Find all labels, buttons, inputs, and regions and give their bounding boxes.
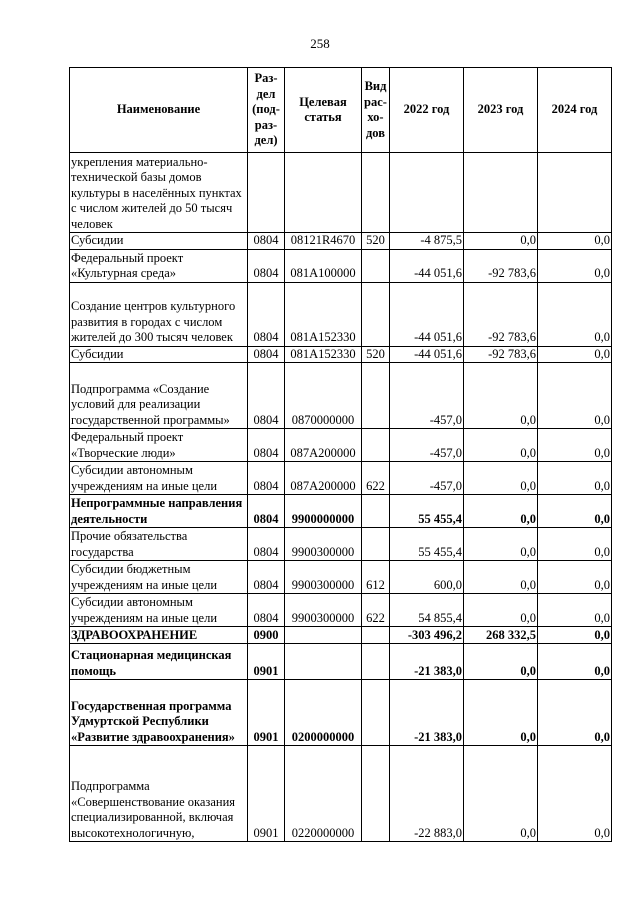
row-name: Подпрограмма «Совершенствование оказания специализированной, включая высокотехнологичную, xyxy=(70,746,248,842)
row-2024: 0,0 xyxy=(538,594,612,627)
row-target: 0200000000 xyxy=(285,680,362,746)
row-2022: 55 455,4 xyxy=(390,495,464,528)
row-section: 0804 xyxy=(248,233,285,250)
row-2023: -92 783,6 xyxy=(464,249,538,282)
row-2022 xyxy=(390,153,464,233)
page-number: 258 xyxy=(310,36,330,51)
row-target: 081A100000 xyxy=(285,249,362,282)
header-2023: 2023 год xyxy=(464,68,538,153)
header-name: Наименование xyxy=(70,68,248,153)
row-section: 0804 xyxy=(248,346,285,363)
row-2024: 0,0 xyxy=(538,462,612,495)
row-exp-type: 622 xyxy=(362,462,390,495)
row-name: Субсидии бюджетным учреждениям на иные цели xyxy=(70,561,248,594)
row-2023: 0,0 xyxy=(464,746,538,842)
row-exp-type: 520 xyxy=(362,346,390,363)
row-2024 xyxy=(538,153,612,233)
row-name: укрепления материально-технической базы домов культуры в населённых пунктах с числом жителей до 50 тысяч человек xyxy=(70,153,248,233)
row-target: 081A152330 xyxy=(285,346,362,363)
row-2024: 0,0 xyxy=(538,627,612,644)
row-section: 0804 xyxy=(248,282,285,346)
row-2023: 0,0 xyxy=(464,528,538,561)
row-section: 0804 xyxy=(248,429,285,462)
row-name: Субсидии xyxy=(70,346,248,363)
table-row xyxy=(70,746,612,842)
row-section: 0901 xyxy=(248,680,285,746)
row-exp-type xyxy=(362,528,390,561)
table-row xyxy=(70,462,612,495)
table-row xyxy=(70,495,612,528)
row-name: Непрограммные направления деятельности xyxy=(70,495,248,528)
row-section: 0804 xyxy=(248,249,285,282)
row-section: 0901 xyxy=(248,644,285,680)
row-2023: 268 332,5 xyxy=(464,627,538,644)
row-exp-type xyxy=(362,429,390,462)
row-exp-type: 622 xyxy=(362,594,390,627)
row-target: 9900300000 xyxy=(285,561,362,594)
row-exp-type xyxy=(362,680,390,746)
table-row xyxy=(70,363,612,429)
row-2022: -457,0 xyxy=(390,363,464,429)
row-target: 9900300000 xyxy=(285,528,362,561)
row-2022: -21 383,0 xyxy=(390,680,464,746)
row-2022: 55 455,4 xyxy=(390,528,464,561)
row-exp-type xyxy=(362,644,390,680)
table-row xyxy=(70,644,612,680)
row-2023: 0,0 xyxy=(464,680,538,746)
row-2023: 0,0 xyxy=(464,363,538,429)
row-name: Субсидии автономным учреждениям на иные цели xyxy=(70,462,248,495)
table-row xyxy=(70,561,612,594)
row-2023: 0,0 xyxy=(464,462,538,495)
row-2023: 0,0 xyxy=(464,594,538,627)
row-section: 0804 xyxy=(248,561,285,594)
row-target: 0220000000 xyxy=(285,746,362,842)
row-2022: -21 383,0 xyxy=(390,644,464,680)
row-2022: -457,0 xyxy=(390,429,464,462)
row-target xyxy=(285,644,362,680)
row-target: 087A200000 xyxy=(285,429,362,462)
row-section: 0804 xyxy=(248,495,285,528)
row-2023: -92 783,6 xyxy=(464,346,538,363)
row-target: 08121R4670 xyxy=(285,233,362,250)
row-target: 0870000000 xyxy=(285,363,362,429)
row-section: 0804 xyxy=(248,363,285,429)
row-section: 0900 xyxy=(248,627,285,644)
table-row xyxy=(70,282,612,346)
row-name: Государственная программа Удмуртской Республики «Развитие здравоохранения» xyxy=(70,680,248,746)
row-2023 xyxy=(464,153,538,233)
row-target: 9900300000 xyxy=(285,594,362,627)
row-2024: 0,0 xyxy=(538,528,612,561)
row-name: Прочие обязательства государства xyxy=(70,528,248,561)
row-exp-type xyxy=(362,363,390,429)
budget-table xyxy=(69,67,612,842)
header-section: Раз- дел (под- раз- дел) xyxy=(248,68,285,153)
row-name: Субсидии автономным учреждениям на иные цели xyxy=(70,594,248,627)
header-target: Целевая статья xyxy=(285,68,362,153)
row-name: Подпрограмма «Создание условий для реализации государственной программы» xyxy=(70,363,248,429)
row-exp-type xyxy=(362,627,390,644)
row-name: Создание центров культурного развития в городах с числом жителей до 300 тысяч человек xyxy=(70,282,248,346)
row-2022: -44 051,6 xyxy=(390,282,464,346)
table-row xyxy=(70,429,612,462)
row-2024: 0,0 xyxy=(538,680,612,746)
table-row xyxy=(70,627,612,644)
row-2023: 0,0 xyxy=(464,429,538,462)
row-2023: 0,0 xyxy=(464,495,538,528)
row-2024: 0,0 xyxy=(538,233,612,250)
table-row xyxy=(70,233,612,250)
row-name: ЗДРАВООХРАНЕНИЕ xyxy=(70,627,248,644)
row-2024: 0,0 xyxy=(538,429,612,462)
table-row xyxy=(70,346,612,363)
row-2022: -44 051,6 xyxy=(390,346,464,363)
row-name: Федеральный проект «Творческие люди» xyxy=(70,429,248,462)
header-2024: 2024 год xyxy=(538,68,612,153)
row-section: 0804 xyxy=(248,594,285,627)
row-exp-type xyxy=(362,495,390,528)
row-name: Федеральный проект «Культурная среда» xyxy=(70,249,248,282)
row-2024: 0,0 xyxy=(538,644,612,680)
row-exp-type xyxy=(362,746,390,842)
table-row xyxy=(70,249,612,282)
row-2024: 0,0 xyxy=(538,495,612,528)
row-2023: 0,0 xyxy=(464,233,538,250)
row-2024: 0,0 xyxy=(538,282,612,346)
row-name: Стационарная медицинская помощь xyxy=(70,644,248,680)
row-2023: 0,0 xyxy=(464,561,538,594)
header-exp-type: Вид рас- хо- дов xyxy=(362,68,390,153)
row-exp-type: 612 xyxy=(362,561,390,594)
row-2024: 0,0 xyxy=(538,346,612,363)
row-2022: -457,0 xyxy=(390,462,464,495)
row-2024: 0,0 xyxy=(538,746,612,842)
row-2022: 54 855,4 xyxy=(390,594,464,627)
row-target: 087A200000 xyxy=(285,462,362,495)
row-2024: 0,0 xyxy=(538,363,612,429)
row-2023: 0,0 xyxy=(464,644,538,680)
table-row xyxy=(70,153,612,233)
row-exp-type xyxy=(362,249,390,282)
row-target xyxy=(285,153,362,233)
row-target: 081A152330 xyxy=(285,282,362,346)
row-section: 0804 xyxy=(248,462,285,495)
row-target xyxy=(285,627,362,644)
row-section: 0901 xyxy=(248,746,285,842)
row-2022: -22 883,0 xyxy=(390,746,464,842)
row-2022: -303 496,2 xyxy=(390,627,464,644)
row-2024: 0,0 xyxy=(538,561,612,594)
row-name: Субсидии xyxy=(70,233,248,250)
row-exp-type: 520 xyxy=(362,233,390,250)
row-2022: -4 875,5 xyxy=(390,233,464,250)
row-exp-type xyxy=(362,282,390,346)
table-row xyxy=(70,528,612,561)
row-2022: 600,0 xyxy=(390,561,464,594)
table-header-row xyxy=(70,68,612,153)
table-row xyxy=(70,594,612,627)
row-target: 9900000000 xyxy=(285,495,362,528)
row-section: 0804 xyxy=(248,528,285,561)
row-exp-type xyxy=(362,153,390,233)
row-2024: 0,0 xyxy=(538,249,612,282)
row-2023: -92 783,6 xyxy=(464,282,538,346)
table-row xyxy=(70,680,612,746)
row-2022: -44 051,6 xyxy=(390,249,464,282)
header-2022: 2022 год xyxy=(390,68,464,153)
row-section xyxy=(248,153,285,233)
